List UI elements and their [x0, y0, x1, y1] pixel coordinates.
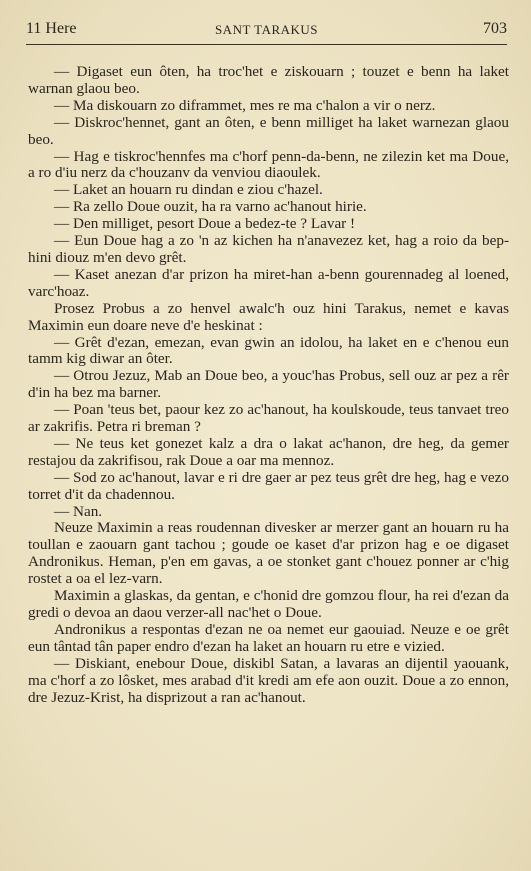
page-header [26, 20, 507, 44]
paragraph: — Sod zo ac'hanout, lavar e ri dre gaer ar pez teus grêt dre heg, hag e vezo torret d'it da chadennou. [28, 468, 509, 503]
paragraph: Prosez Probus a zo henvel awalc'h ouz hini Tarakus, nemet e kavas Maximin eun doare neve d'e heskinat : [28, 299, 509, 334]
paragraph: — Nan. [54, 502, 103, 520]
page-number: 703 [483, 20, 507, 37]
paragraph: Maximin a glaskas, da gentan, e c'honid dre gomzou flour, ha rei d'ezan da gredi o devoa an daou verzer-all nac'het o Doue. [28, 587, 509, 621]
paragraph: — Digaset eun ôten, ha troc'het e ziskouarn ; touzet e benn ha laket warnan glaou beo. [28, 63, 509, 97]
paragraph: — Poan 'teus bet, paour kez zo ac'hanout, ha koulskoude, teus tanvaet treo ar zakrifis. Petra ri breman ? [28, 401, 509, 436]
running-title: SANT TARAKUS [214, 22, 319, 37]
signature-mark: 11 Here [26, 20, 77, 37]
paragraph: — Ma diskouarn zo diframmet, mes re ma c'halon a vir o nerz. [54, 96, 436, 114]
paragraph: Andronikus a respontas d'ezan ne oa nemet eur gaouiad. Neuze e oe grêt eun tântad tân paper endro d'ezan ha laket an houarn ru etre e vizied. [28, 620, 509, 655]
paragraph: — Otrou Jezuz, Mab an Doue beo, a youc'has Probus, sell ouz ar pez a rêr d'in ha bez ma barner. [28, 367, 509, 402]
paragraph: — Ne teus ket gonezet kalz a dra o lakat ac'hanon, dre heg, da gemer restajou da zakrifisou, rak Doue a oar ma mennoz. [28, 434, 509, 469]
paragraph: — Diskroc'hennet, gant an ôten, e benn milliget ha laket warnezan glaou beo. [28, 113, 509, 148]
paragraph: — Grêt d'ezan, emezan, evan gwin an idolou, ha laket en e c'henou eun tamm kig diwar an ôter. [28, 333, 509, 368]
header-rule [26, 44, 507, 45]
paragraph: Neuze Maximin a reas roudennan divesker ar merzer gant an houarn ru ha toullan e zaouarn gant tachou ; goude oe kaset d'ar prizon hag e oe digaset Andronikus. Heman, p'en em gavas, a oe stonket gant c'houez ponner ar c'hig rostet a oa el lez-varn. [28, 519, 509, 588]
paragraph: — Den milliget, pesort Doue a bedez-te ? Lavar ! [54, 215, 356, 233]
paragraph: — Hag e tiskroc'hennfes ma c'horf penn-da-benn, ne zilezin ket ma Doue, a ro d'iu nerz da c'houzanv da venviou diaoulek. [28, 147, 509, 182]
paragraph: — Ra zello Doue ouzit, ha ra varno ac'hanout hirie. [54, 198, 367, 216]
paragraph: — Kaset anezan d'ar prizon ha miret-han a-benn gourennadeg al loened, varc'hoaz. [28, 265, 509, 300]
body-text [28, 64, 509, 706]
paragraph: — Eun Doue hag a zo 'n az kichen ha n'anavezez ket, hag a roio da bep-hini diouz m'en devo grêt. [28, 232, 509, 266]
paragraph: — Diskiant, enebour Doue, diskibl Satan, a lavaras an dijentil yaouank, ma c'horf a zo lôsket, mes arabad d'it kredi am efe aon ouzit. Doue a zo ennon, dre Jezuz-Krist, ha disprizout a ran ac'hanout. [28, 654, 509, 706]
paragraph: — Laket an houarn ru dindan e ziou c'hazel. [54, 181, 323, 199]
